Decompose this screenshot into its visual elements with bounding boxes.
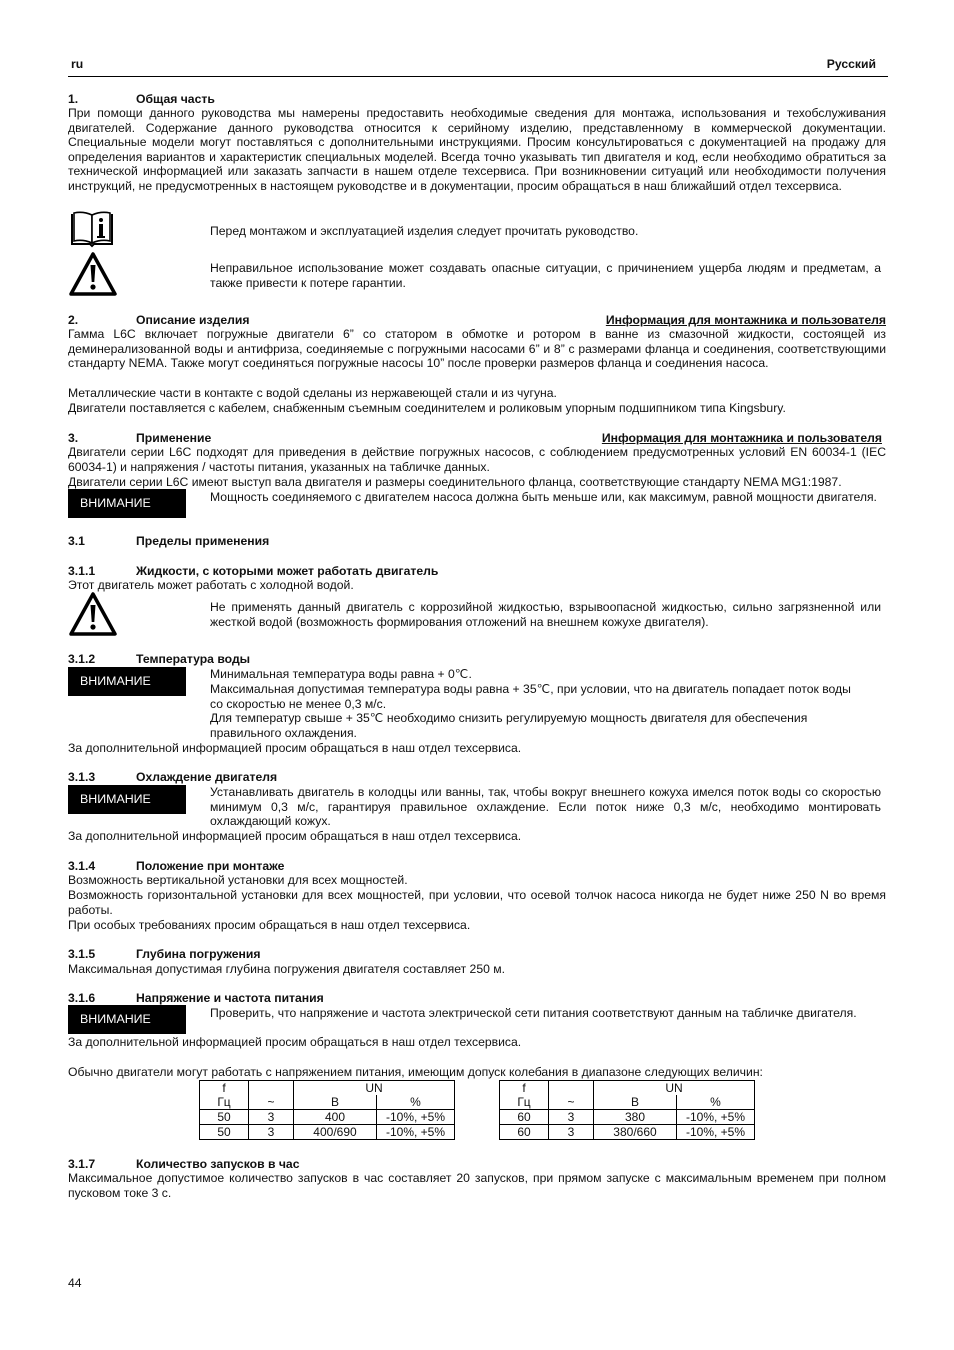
section-audience: Информация для монтажника и пользователя: [601, 431, 882, 445]
table-header-row: [500, 1081, 755, 1096]
section-3-1-6-heading: [68, 991, 888, 1006]
cell-tolerance: -10%, +5%: [677, 1110, 755, 1125]
temp-derate: Для температур свыше + 35℃ необходимо снизить регулируемую мощность двигателя для обеспечения правильного охлаждения.: [210, 711, 808, 740]
warning-badge: ВНИМАНИЕ: [68, 1005, 186, 1034]
section-title: Охлаждение двигателя: [136, 770, 278, 784]
section-title: Жидкости, с которыми может работать двигатель: [136, 564, 439, 578]
section-2-p2: Металлические части в контакте с водой сделаны из нержавеющей стали и из чугуна.: [68, 386, 557, 400]
table-header-row: [200, 1095, 455, 1110]
section-number: 3.1.2: [68, 652, 96, 666]
section-3-1-4-p3: При особых требованиях просим обращаться в наш отдел техсервиса.: [68, 918, 471, 932]
section-3-p1: Двигатели серии L6C подходят для приведения в действие погружных насосов, с соблюдением предусмотренных условий EN 60034-1 (IEC 60034-1) и напряжения / частоты питания, указанных на табличке данных.: [68, 445, 886, 474]
warning-badge: ВНИМАНИЕ: [68, 489, 186, 518]
section-title: Температура воды: [136, 652, 251, 666]
cell-volt: 380/660: [594, 1125, 677, 1140]
section-number: 3.1.1: [68, 564, 96, 578]
table-header-row: [200, 1081, 455, 1096]
header-lang-code: ru: [71, 57, 84, 71]
warning-badge: ВНИМАНИЕ: [68, 667, 186, 696]
temp-min: Минимальная температура воды равна + 0℃.: [210, 667, 472, 681]
section-title: Описание изделия: [136, 313, 250, 327]
cell-hz: 60: [500, 1110, 549, 1125]
note-danger: Неправильное использование может создавать опасные ситуации, с причинением ущерба людям и предметам, а также привести к потере гарантии.: [210, 261, 881, 290]
section-3-1-3-heading: [68, 770, 888, 785]
table-row: [200, 1125, 455, 1140]
header-hz: Гц: [200, 1095, 249, 1110]
section-number: 3.1.3: [68, 770, 96, 784]
section-3-1-3-footer: За дополнительной информацией просим обращаться в наш отдел техсервиса.: [68, 829, 522, 843]
section-audience: Информация для монтажника и пользователя: [605, 313, 886, 327]
warning-text: Мощность соединяемого с двигателем насоса должна быть меньше или, как максимум, равной мощности двигателя.: [210, 490, 877, 504]
voltage-table-60hz: [499, 1080, 755, 1140]
header-phase: ~: [249, 1095, 294, 1110]
section-3-1-6-footer: За дополнительной информацией просим обращаться в наш отдел техсервиса.: [68, 1035, 522, 1049]
section-title: Глубина погружения: [136, 947, 261, 961]
section-number: 3.: [68, 431, 79, 445]
section-2-heading: [68, 313, 888, 328]
header-blank: [549, 1081, 594, 1096]
cell-hz: 60: [500, 1125, 549, 1140]
voltage-intro: Обычно двигатели могут работать с напряжением питания, имеющим допуск колебания в диапазоне следующих величин:: [68, 1065, 763, 1079]
header-phase: ~: [549, 1095, 594, 1110]
header-hz: Гц: [500, 1095, 549, 1110]
section-3-1-4-heading: [68, 859, 888, 874]
warning-text: Устанавливать двигатель в колодцы или ванны, так, чтобы вокруг внешнего кожуха имелся поток воды со скоростью минимум 0,3 м/с, гарантируя правильное охлаждение. Если поток ниже 0,3 м/с, необходимо монтировать охлаждающий кожух.: [210, 785, 881, 829]
page-number: 44: [68, 1276, 82, 1290]
section-number: 1.: [68, 92, 79, 106]
section-title: Количество запусков в час: [136, 1157, 300, 1171]
cell-phase: 3: [249, 1125, 294, 1140]
section-3-1-7-heading: [68, 1157, 888, 1172]
section-title: Общая часть: [136, 92, 215, 106]
section-number: 3.1.7: [68, 1157, 96, 1171]
warning-triangle-icon: [68, 591, 118, 641]
section-3-1-1-heading: [68, 564, 888, 579]
voltage-table-50hz: [199, 1080, 455, 1140]
section-3-heading: [68, 431, 888, 446]
cell-volt: 400: [294, 1110, 377, 1125]
section-number: 3.1.5: [68, 947, 96, 961]
warning-text: Проверить, что напряжение и частота электрической сети питания соответствуют данным на табличке двигателя.: [210, 1006, 857, 1020]
section-number: 3.1.6: [68, 991, 96, 1005]
cell-tolerance: -10%, +5%: [377, 1125, 455, 1140]
table-row: [200, 1110, 455, 1125]
header-un: UN: [294, 1081, 455, 1096]
section-title: Применение: [136, 431, 212, 445]
header-lang-name: Русский: [826, 57, 876, 71]
section-3-1-5-heading: [68, 947, 888, 962]
section-3-1-4-p1: Возможность вертикальной установки для всех мощностей.: [68, 873, 408, 887]
cell-phase: 3: [249, 1110, 294, 1125]
section-3-1-2-heading: [68, 652, 888, 667]
section-number: 2.: [68, 313, 79, 327]
read-manual-icon: [68, 210, 116, 252]
cell-hz: 50: [200, 1125, 249, 1140]
section-2-p3: Двигатели поставляется с кабелем, снабженным съемным соединителем и роликовым упорным подшипником типа Kingsbury.: [68, 401, 786, 415]
header-volt: В: [294, 1095, 377, 1110]
section-3-1-heading: [68, 534, 888, 549]
section-3-1-4-p2: Возможность горизонтальной установки для всех мощностей, при условии, что осевой толчок насоса никогда не будет ниже 250 N во время работы.: [68, 888, 886, 917]
header-un: UN: [594, 1081, 755, 1096]
cell-hz: 50: [200, 1110, 249, 1125]
temp-max: Максимальная допустимая температура воды равна + 35℃, при условии, что на двигатель попадает поток воды со скоростью не менее 0,3 м/с.: [210, 682, 851, 711]
section-number: 3.1.4: [68, 859, 96, 873]
header-pct: %: [677, 1095, 755, 1110]
cell-tolerance: -10%, +5%: [377, 1110, 455, 1125]
section-3-1-1-body: Этот двигатель может работать с холодной водой.: [68, 578, 354, 592]
header-volt: В: [594, 1095, 677, 1110]
warning-triangle-icon: [68, 251, 118, 301]
table-row: [500, 1125, 755, 1140]
section-number: 3.1: [68, 534, 85, 548]
section-2-p1: Гамма L6C включает погружные двигатели 6” со статором в обмотке и ротором в ванне из смазочной жидкости, состоящей из деминерализованной воды и антифриза, соединяемые с погружными насосами 6” и 8” с размерами фланца и соединения, соответствующими стандарту NEMA. Также могут соединяться погружные насосы 10” после проверки размеров фланца и соединения насоса.: [68, 327, 886, 371]
cell-phase: 3: [549, 1125, 594, 1140]
section-3-1-7-body: Максимальное допустимое количество запусков в час составляет 20 запусков, при прямом запуске с максимальным временем при полном пусковом токе 3 с.: [68, 1171, 886, 1200]
header-f: f: [500, 1081, 549, 1096]
section-3-p2: Двигатели серии L6C имеют выступ вала двигателя и размеры соединительного фланца, соответствующие стандарту NEMA MG1:1987.: [68, 475, 842, 489]
section-1-body: При помощи данного руководства мы намерены предоставить необходимые сведения для монтажа, использования и техобслуживания двигателей. Содержание данного руководства относится к серийному изделию, представленному в коммерческой документации. Специальные модели могут поставляться с дополнительными инструкциями. Просим консультироваться с документацией на продажу для определения вариантов и характеристик специальных моделей. Всегда точно указывать тип двигателя и код, если необходимо обратиться за технической информацией или заказать запчасти в нашем отделе техсервиса. При возникновении ситуаций или необходимости получения инструкций, не предусмотренных в настоящем руководстве и в документации, просим обращаться в наш ближайший отдел техсервиса.: [68, 106, 886, 193]
table-row: [500, 1110, 755, 1125]
section-3-1-2-footer: За дополнительной информацией просим обращаться в наш отдел техсервиса.: [68, 741, 522, 755]
cell-volt: 380: [594, 1110, 677, 1125]
warning-badge: ВНИМАНИЕ: [68, 785, 186, 814]
header-pct: %: [377, 1095, 455, 1110]
section-3-1-5-body: Максимальная допустимая глубина погружения двигателя составляет 250 м.: [68, 962, 506, 976]
header-blank: [249, 1081, 294, 1096]
note-read-manual: Перед монтажом и эксплуатацией изделия следует прочитать руководство.: [210, 224, 639, 238]
cell-phase: 3: [549, 1110, 594, 1125]
table-header-row: [500, 1095, 755, 1110]
cell-tolerance: -10%, +5%: [677, 1125, 755, 1140]
cell-volt: 400/690: [294, 1125, 377, 1140]
section-1-heading: [68, 92, 888, 107]
section-title: Напряжение и частота питания: [136, 991, 324, 1005]
header-f: f: [200, 1081, 249, 1096]
note-danger: Не применять данный двигатель с коррозийной жидкостью, взрывоопасной жидкостью, сильно загрязненной или жесткой водой (возможность формирования отложений на внешнем кожухе двигателя).: [210, 600, 881, 629]
section-title: Положение при монтаже: [136, 859, 285, 873]
section-title: Пределы применения: [136, 534, 270, 548]
header-rule: [68, 76, 888, 77]
